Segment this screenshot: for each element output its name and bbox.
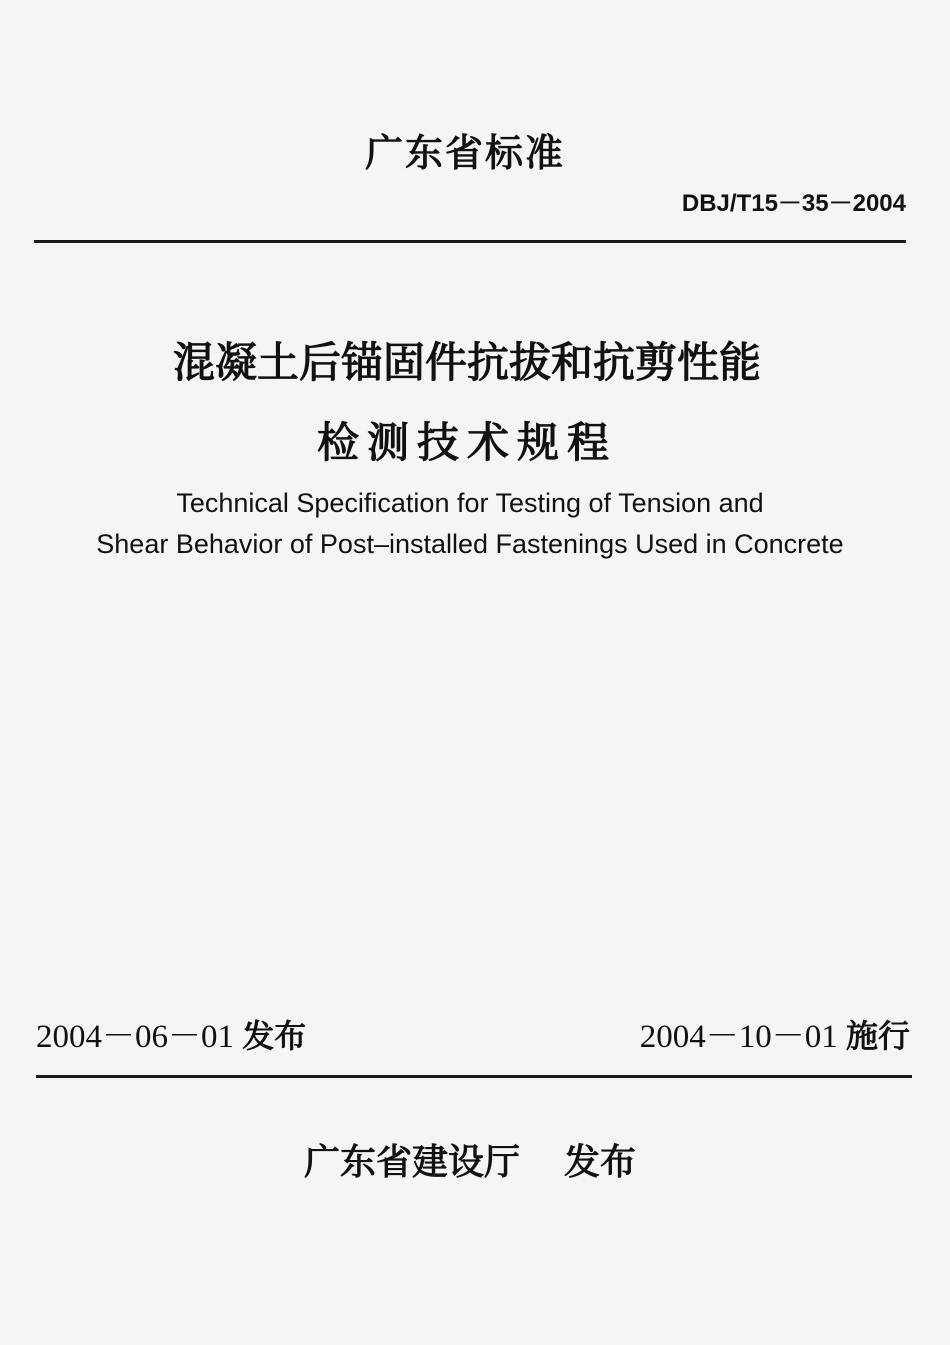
issue-date-block	[36, 1010, 306, 1057]
title-en-line2: Shear Behavior of Post–installed Fastenings Used in Concrete	[96, 529, 844, 559]
publisher-line	[0, 1134, 940, 1185]
bottom-divider	[36, 1075, 912, 1078]
standard-category: 广东省标准	[364, 131, 565, 175]
issue-label: 发布	[242, 1017, 307, 1055]
title-en-line1: Technical Specification for Testing of Tension and	[176, 488, 764, 518]
publish-label: 发布	[564, 1142, 637, 1183]
standard-number: DBJ/T15－35－2004	[681, 190, 906, 217]
effective-date-block	[640, 1010, 910, 1057]
title-cn-line2: 检测技术规程	[316, 418, 617, 467]
publisher-name: 广东省建设厅	[303, 1142, 520, 1183]
effective-date: 2004－10－01	[639, 1019, 838, 1055]
top-divider	[34, 240, 906, 243]
effective-label: 施行	[845, 1017, 910, 1055]
title-cn-line1: 混凝土后锚固件抗拔和抗剪性能	[172, 338, 761, 387]
issue-date: 2004－06－01	[36, 1019, 234, 1055]
